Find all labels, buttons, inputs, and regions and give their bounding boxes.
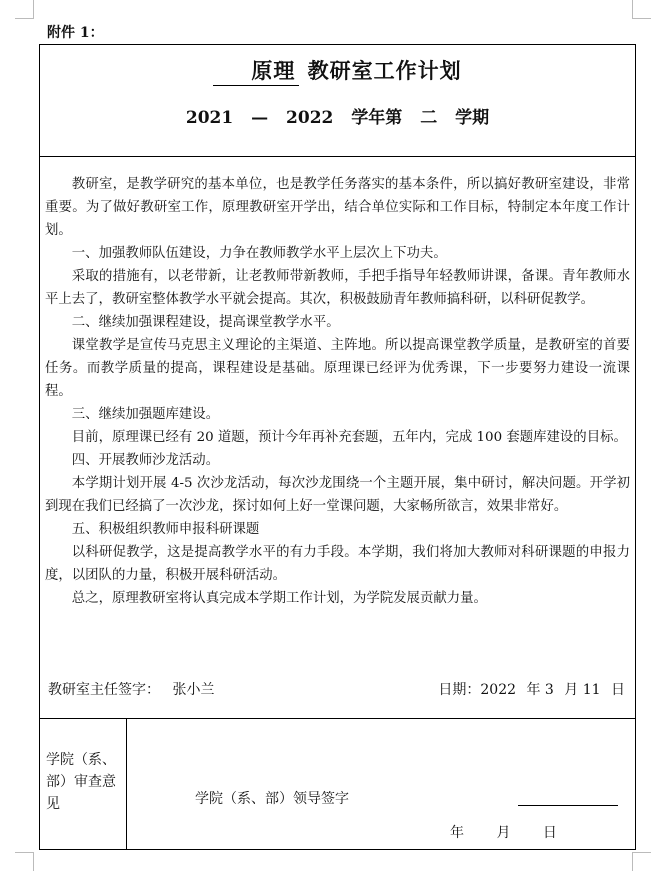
- paragraph: 目前，原理课已经有 20 道题，预计今年再补充套题，五年内，完成 100 套题库建设的目标。: [71, 430, 627, 445]
- divider: [40, 718, 635, 719]
- plan-body: [45, 173, 630, 610]
- leader-signature-label: 学院（系、部）领导签字: [195, 791, 349, 807]
- paragraph: 课堂教学是宣传马克思主义理论的主渠道、主阵地。所以提高课堂教学质量，是教研室的首要任务。而教学质量的提高，课程建设是基础。原理课已经评为优秀课，下一步要努力建设一流课程。: [45, 338, 630, 399]
- crop-mark: [632, 0, 651, 19]
- review-date: 年 月 日: [450, 825, 557, 841]
- paragraph: 三、继续加强题库建设。: [71, 407, 220, 422]
- director-name: 张小兰: [172, 682, 215, 698]
- column-divider: [126, 718, 127, 849]
- paragraph: 教研室，是教学研究的基本单位，也是教学任务落实的基本条件，所以搞好教研室建设，非常重要。为了做好教研室工作，原理教研室开学出，结合单位实际和工作目标，特制定本年度工作计划。: [45, 177, 630, 238]
- sign-date: 日期：2022 年 3 月 11 日: [438, 682, 625, 698]
- signature-line: [518, 805, 618, 806]
- term-line: 2021 — 2022 学年第 二 学期: [185, 108, 490, 128]
- paragraph: 四、开展教师沙龙活动。: [71, 453, 220, 468]
- paragraph: 以科研促教学，这是提高教学水平的有力手段。本学期，我们将加大教师对科研课题的申报力度，以团队的力量，积极开展科研活动。: [45, 545, 630, 583]
- crop-mark: [15, 852, 34, 871]
- title-rest: 教研室工作计划: [307, 58, 462, 83]
- director-signature: 教研室主任签字： 张小兰: [48, 682, 215, 698]
- paragraph: 采取的措施有，以老带新，让老教师带新教师，手把手指导年轻教师讲课，备课。青年教师水平上去了，教研室整体教学水平就会提高。其次，积极鼓励青年教师搞科研，以科研促教学。: [45, 269, 630, 307]
- attachment-label: 附件 1：: [47, 25, 104, 41]
- paragraph: 总之，原理教研室将认真完成本学期工作计划，为学院发展贡献力量。: [71, 591, 487, 606]
- plan-form: [39, 44, 636, 850]
- divider: [40, 156, 635, 157]
- college-review-label: 学院（系、部）审查意见: [46, 752, 116, 812]
- crop-mark: [632, 852, 651, 871]
- paragraph: 五、积极组织教师申报科研课题: [71, 522, 260, 537]
- title-dept: 原理: [213, 55, 299, 86]
- paragraph: 本学期计划开展 4-5 次沙龙活动，每次沙龙围绕一个主题开展，集中研讨，解决问题。开学初到现在我们已经搞了一次沙龙，探讨如何上好一堂课问题，大家畅所欲言，效果非常好。: [45, 476, 630, 514]
- paragraph: 一、加强教师队伍建设，力争在教师教学水平上层次上下功夫。: [71, 246, 447, 261]
- crop-mark: [15, 0, 34, 19]
- paragraph: 二、继续加强课程建设，提高课堂教学水平。: [71, 315, 340, 330]
- page-title: [40, 55, 635, 86]
